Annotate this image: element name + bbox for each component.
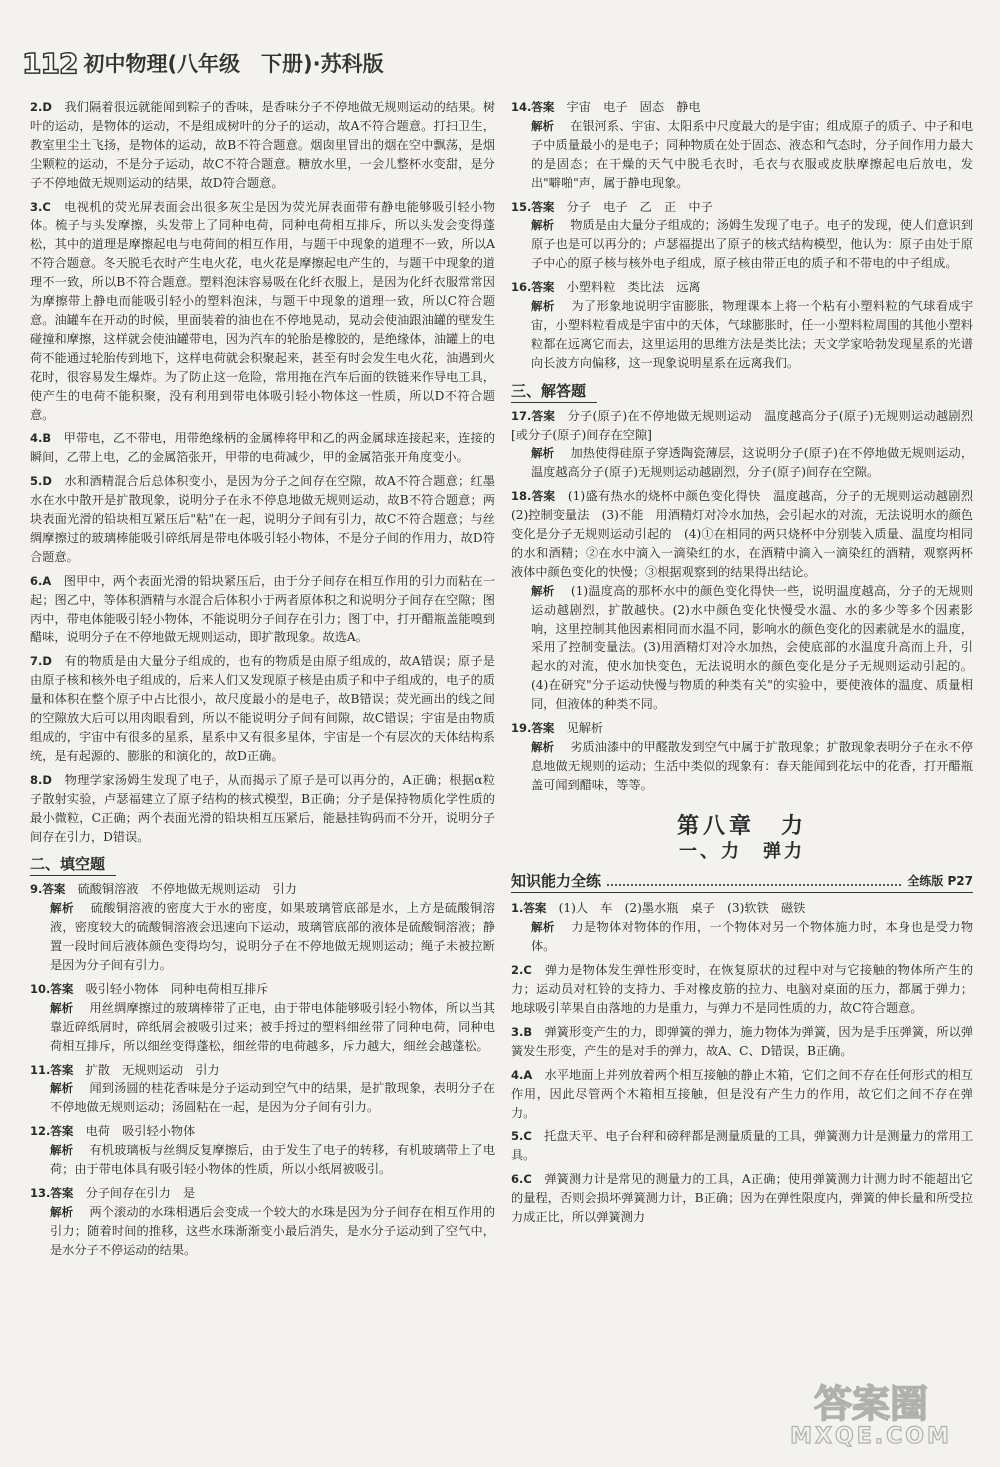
watermark-logo	[766, 1379, 976, 1449]
explanation-text: 力是物体对物体的作用，一个物体对另一个物体施力时，本身也是受力物体。	[531, 920, 974, 954]
item-gap	[511, 373, 973, 378]
explanation-line	[511, 738, 973, 795]
dot-leader	[607, 884, 901, 886]
book-title: 初中物理(八年级 下册)·苏科版	[83, 52, 384, 76]
question-number: 7.D	[30, 654, 52, 669]
question-number: 3.B	[511, 1024, 533, 1039]
explanation-line	[511, 582, 973, 714]
page-header	[22, 44, 384, 82]
knowledge-ref: 全练版 P27	[907, 873, 973, 888]
knowledge-bar	[511, 872, 973, 894]
right-answer-list-b	[511, 407, 986, 800]
right-answer-list-a	[511, 98, 973, 378]
question-text: 托盘天平、电子台秤和磅秤都是测量质量的工具，弹簧测力计是测量力的常用工具。	[511, 1129, 974, 1163]
question-number: 2.C	[511, 963, 532, 978]
question-number: 14.答案	[511, 100, 555, 114]
question-text: 我们隔着很远就能闻到粽子的香味，是香味分子不停地做无规则运动的结果。树叶的运动，是物体的运动，不是组成树叶的分子的运动，故A不符合题意。打扫卫生，教室里尘土飞扬，是物体的运动，故B不符合题意。烟囱里冒出的烟在空中飘荡，是烟尘颗粒的运动，不是分子运动，故C不符合题意。糖放水里，一会儿整杯水变甜，是分子不停地做无规则运动的结果，故D符合题意。	[30, 100, 496, 190]
question-number: 18.答案	[511, 489, 556, 504]
explain-label: 解析	[531, 218, 555, 233]
chapter-title: 第八章 力	[676, 813, 807, 839]
explanation-line	[511, 117, 973, 193]
explain-label: 解析	[531, 299, 555, 314]
answer-text: 分子 电子 乙 正 中子	[566, 199, 713, 214]
explain-label: 解析	[531, 583, 555, 598]
answer-line	[511, 278, 973, 297]
question-number: 12.答案	[30, 1124, 74, 1139]
watermark-main: 答案圈	[813, 1382, 929, 1426]
explain-label: 解析	[50, 1000, 74, 1015]
question-number: 5.C	[511, 1129, 532, 1144]
question-number: 2.D	[30, 100, 52, 114]
left-answer-list-b	[30, 880, 495, 1264]
question-number: 4.B	[30, 431, 52, 446]
answer-text: 扩散 无规则运动 引力	[85, 1062, 220, 1077]
question-text: 弹簧测力计是常见的测量力的工具，A正确；使用弹簧测力计测力时不能超出它的量程，否则会损坏弹簧测力计，B正确；因为在弹性限度内，弹簧的伸长量和所受拉力成正比，所以弹簧测力	[511, 1172, 973, 1225]
answer-text: 分子间存在引力 是	[85, 1185, 196, 1200]
question-text: 图甲中，两个表面光滑的铅块紧压后，由于分子间存在相互作用的引力而粘在一起；图乙中，等体积酒精与水混合后体积小于两者原体积之和说明分子间存在空隙；图丙中，带电体能吸引轻小物体，不能说明分子间存在引力；图丁中，打开醋瓶盖能嗅到醋味，说明分子在不停地做无规则运动，即扩散现象。故选A。	[30, 573, 496, 645]
explain-label: 解析	[50, 1081, 74, 1096]
explanation-text: 劣质油漆中的甲醛散发到空气中属于扩散现象；扩散现象表明分子在永不停息地做无规则的运动；生活中类似的现象有：春天能闻到花坛中的花香，打开醋瓶盖可闻到醋味，等等。	[531, 740, 974, 792]
question-number: 10.答案	[30, 981, 74, 996]
explanation-line	[511, 444, 973, 482]
explanation-line	[511, 918, 973, 956]
item-gap	[511, 795, 973, 800]
question-text: 有的物质是由大量分子组成的，也有的物质是由原子组成的，故A错误；原子是由原子核和核外电子组成的，后来人们又发现原子核是由质子和中子组成的，电子的质量和体积在整个原子中占比很小，故尺度最小的是电子，故B错误；荧光画出的线之间的空隙放大后可以用肉眼看到，所以不能说明分子间有间隙，故C错误；宇宙是由物质组成的，宇宙中有很多的星系，星系中又有很多星体，宇宙是一个有层次的天体结构系统，是有起源的、膨胀的和演化的，故D正确。	[30, 654, 495, 763]
question-text: 电视机的荧光屏表面会出很多灰尘是因为荧光屏表面带有静电能够吸引轻小物体。梳子与头发摩擦，头发带上了同种电荷，同种电荷相互排斥，所以头发会变得蓬松，其中的道理是摩擦起电与电荷间的相互作用，与题干中现象的道理不一致，所以A不符合题意。冬天脱毛衣时产生电火花，电火花是摩擦起电产生的，与题干中现象的道理不一致，所以B不符合题意。塑料泡沫容易吸在化纤衣服上，是因为化纤衣服常常因为摩擦带上静电而能吸引轻小的塑料泡沫，与题干中现象的道理一致，所以C符合题意。油罐车在开动的时候，里面装着的油也在不停地晃动，晃动会使油跟油罐的壁发生碰撞和摩擦，这样就会使油罐带电，因为汽车的轮胎是橡胶的，是绝缘体，油罐上的电荷不能通过轮胎传到地下，这样电荷就会积聚起来，甚至有时会发生电火花，油遇到火花时，很容易发生爆炸。为了防止这一危险，常用拖在汽车后面的铁链来作导电工具，使产生的电荷不能积聚，没有利用到带电体吸引轻小物体这一性质，所以D不符合题意。	[30, 199, 496, 422]
section-fill-title: 二、填空题	[30, 855, 116, 876]
answer-line	[30, 980, 495, 999]
question-number: 19.答案	[511, 721, 555, 736]
answer-text: (1)人 车 (2)墨水瓶 桌子 (3)软铁 磁铁	[558, 901, 806, 916]
explain-label: 解析	[50, 901, 74, 916]
answer-line	[511, 487, 986, 582]
explanation-line	[30, 899, 495, 975]
question-item	[511, 1170, 973, 1227]
explanation-text: 加热使得硅原子穿透陶瓷薄层，这说明分子(原子)在不停地做无规则运动，温度越高分子(原子)无规则运动越剧烈，分子(原子)间存在空隙。	[531, 446, 974, 480]
explanation-line	[511, 297, 973, 373]
explanation-text: 在银河系、宇宙、太阳系中尺度最大的是宇宙；组成原子的质子、中子和电子中质量最小的是电子；同种物质在处于固态、液态和气态时，分子间作用力最大的是固态；在干燥的天气中脱毛衣时，毛衣与衣服或皮肤摩擦起电后放电，发出"噼啪"声，属于静电现象。	[531, 118, 974, 190]
explanation-text: 两个滚动的水珠相遇后会变成一个较大的水珠是因为分子间存在相互作用的引力；随着时间的推移，这些水珠渐渐变小最后消失，是水分子运动到了空气中，是水分子不停运动的结果。	[50, 1204, 496, 1257]
answer-text: (1)盛有热水的烧杯中颜色变化得快 温度越高，分子的无规则运动越剧烈 (2)控制变量法 (3)不能 用酒精灯对冷水加热，会引起水的对流，无法说明水的颜色变化是分子无规则运动引起的 (4)①在相同的两只烧杯中分别装入质量、温度均相同的水和酒精；②在水中滴入一滴染红的水，在酒精中滴入一滴染红的酒精，观察两杯液体中颜色变化的快慢；③根据观察到的结果得出结论。	[511, 489, 986, 579]
question-number: 5.D	[30, 474, 52, 489]
section-solve-title: 三、解答题	[511, 382, 597, 403]
question-text: 弹簧形变产生的力，即弹簧的弹力，施力物体为弹簧，因为是手压弹簧，所以弹簧发生形变，产生的是对手的弹力，故A、C、D错误，B正确。	[511, 1024, 974, 1058]
explanation-text: 物质是由大量分子组成的；汤姆生发现了电子。电子的发现，使人们意识到原子也是可以再分的；卢瑟福提出了原子的核式结构模型，他认为：原子由处于原子中心的原子核与核外电子组成，原子核由带正电的质子和不带电的中子组成。	[531, 218, 974, 271]
answer-line	[30, 880, 495, 899]
left-column	[30, 98, 495, 1265]
question-text: 弹力是物体发生弹性形变时，在恢复原状的过程中对与它接触的物体所产生的力；运动员对杠铃的支持力、手对橡皮筋的拉力、电脑对桌面的压力，都属于弹力；地球吸引苹果自由落地的力是重力，与弹力不是同性质的力，故C符合题意。	[511, 963, 974, 1015]
question-item	[511, 1127, 973, 1165]
explanation-text: 为了形象地说明宇宙膨胀，物理课本上将一个粘有小塑料粒的气球看成宇宙，小塑料粒看成是宇宙中的天体，气球膨胀时，任一小塑料粒周围的其他小塑料粒都在远离它而去，这里运用的思维方法是类比法；天文学家哈勃发现星系的光谱向长波方向偏移，这一现象说明星系在远离我们。	[531, 299, 974, 370]
question-item	[511, 1023, 973, 1061]
question-number: 9.答案	[30, 882, 66, 897]
explanation-line	[30, 1079, 495, 1117]
right-column	[511, 98, 986, 1232]
explain-label: 解析	[531, 446, 555, 461]
question-text: 水平地面上并列放着两个相互接触的静止木箱，它们之间不存在任何形式的相互作用，因此尽管两个木箱相互接触，但是没有产生力的作用，故它们之间不存在弹力。	[511, 1067, 973, 1120]
question-number: 4.A	[511, 1067, 533, 1082]
question-item	[30, 98, 495, 193]
answer-text: 见解析	[566, 721, 604, 736]
question-number: 17.答案	[511, 408, 556, 423]
answer-text: 吸引轻小物体 同种电荷相互排斥	[85, 981, 269, 996]
question-item	[511, 1066, 973, 1123]
explanation-text: (1)温度高的那杯水中的颜色变化得快一些，说明温度越高，分子的无规则运动越剧烈，扩散越快。(2)水中颜色变化快慢受水温、水的多少等多个因素影响，这里控制其他因素相同而水温不同，影响水的颜色变化的因素就是水的温度，采用了控制变量法。(3)用酒精灯对冷水加热，会使底部的水温度升高而上升，引起水的对流，使水加快变色，无法说明水的颜色变化是分子无规则运动引起的。(4)在研究"分子运动快慢与物质的种类有关"的实验中，要使液体的温度、质量相同，但液体的种类不同。	[531, 583, 974, 712]
explain-label: 解析	[531, 740, 555, 754]
explain-label: 解析	[50, 1204, 74, 1219]
answer-text: 小塑料粒 类比法 远离	[566, 280, 701, 295]
explain-label: 解析	[50, 1143, 74, 1158]
page-number: 112	[22, 46, 78, 80]
explanation-line	[30, 999, 495, 1056]
explanation-line	[30, 1203, 495, 1260]
question-item	[30, 771, 495, 847]
explanation-text: 用丝绸摩擦过的玻璃棒带了正电，由于带电体能够吸引轻小物体，所以当其靠近碎纸屑时，碎纸屑会被吸引过来；被手捋过的塑料细丝带了同种电荷，同种电荷相互排斥，所以细丝变得蓬松，细丝带的电荷越多，斥力越大，细丝会越蓬松。	[50, 1000, 496, 1053]
question-number: 16.答案	[511, 280, 555, 295]
question-item	[30, 572, 495, 648]
right-answer-list-c	[511, 899, 973, 1232]
question-text: 甲带电，乙不带电，用带绝缘柄的金属棒将甲和乙的两金属球连接起来，连接的瞬间，乙带上电，乙的金属箔张开，甲带的电荷减少，甲的金属箔张开角度变小。	[30, 431, 496, 465]
explanation-line	[30, 1141, 495, 1179]
question-item	[30, 198, 495, 425]
left-answer-list-a	[30, 98, 495, 851]
question-text: 物理学家汤姆生发现了电子，从而揭示了原子是可以再分的，A正确；根据α粒子散射实验，卢瑟福建立了原子结构的核式模型，B正确；分子是保持物质化学性质的最小微粒，C正确；两个表面光滑的铅块相互压紧后，能悬挂钩码而不分开，说明分子间存在引力，D错误。	[30, 772, 496, 844]
knowledge-title: 知识能力全练	[511, 871, 602, 890]
explanation-text: 有机玻璃板与丝绸反复摩擦后，由于发生了电子的转移，有机玻璃带上了电荷；由于带电体具有吸引轻小物体的性质，所以小纸屑被吸引。	[50, 1143, 496, 1177]
answer-line	[511, 899, 973, 918]
answer-line	[511, 98, 973, 117]
explanation-line	[511, 216, 973, 273]
answer-line	[30, 1122, 495, 1141]
question-number: 1.答案	[511, 901, 547, 916]
question-item	[30, 472, 495, 567]
question-number: 11.答案	[30, 1062, 74, 1077]
question-item	[30, 652, 495, 765]
question-number: 6.A	[30, 573, 52, 588]
question-text: 水和酒精混合后总体积变小，是因为分子之间存在空隙，故A不符合题意；红墨水在水中散开是扩散现象，说明分子在永不停息地做无规则运动，故B不符合题意；两块表面光滑的铅块相互紧压后"粘"在一起，说明分子间有引力，故C不符合题意；与丝绸摩擦过的玻璃棒能吸引碎纸屑是带电体吸引轻小物体，不是分子间的作用力，故D符合题意。	[30, 474, 495, 564]
answer-text: 分子(原子)在不停地做无规则运动 温度越高分子(原子)无规则运动越剧烈[或分子(原子)间存在空隙]	[511, 408, 974, 442]
subchapter-title: 一、力 弹力	[679, 840, 805, 862]
explain-label: 解析	[531, 920, 555, 935]
question-item	[30, 429, 495, 467]
answer-line	[30, 1184, 495, 1203]
explain-label: 解析	[531, 118, 555, 133]
question-item	[511, 961, 973, 1018]
answer-text: 硫酸铜溶液 不停地做无规则运动 引力	[77, 882, 297, 897]
answer-text: 宇宙 电子 固态 静电	[566, 100, 701, 114]
item-gap	[30, 846, 495, 851]
explanation-text: 硫酸铜溶液的密度大于水的密度，如果玻璃管底部是水，上方是硫酸铜溶液，密度较大的硫酸铜溶液会迅速向下运动，玻璃管底部的液体是硫酸铜溶液；静置一段时间后液体颜色变得均匀，说明分子在不停地做无规则运动；绳子未被拉断是因为分子间有引力。	[50, 901, 496, 972]
answer-line	[511, 198, 973, 217]
answer-line	[511, 719, 973, 738]
answer-text: 电荷 吸引轻小物体	[85, 1124, 196, 1139]
question-number: 6.C	[511, 1172, 532, 1187]
item-gap	[30, 1260, 495, 1265]
answer-line	[30, 1061, 495, 1080]
item-gap	[511, 1227, 973, 1232]
question-number: 15.答案	[511, 199, 555, 214]
answer-line	[511, 407, 973, 445]
explanation-text: 闻到汤圆的桂花香味是分子运动到空气中的结果，是扩散现象，表明分子在不停地做无规则运动；汤圆粘在一起，是因为分子间有引力。	[50, 1081, 496, 1115]
question-number: 13.答案	[30, 1185, 74, 1200]
watermark-url: MXQE.COM	[790, 1424, 952, 1449]
question-number: 8.D	[30, 772, 52, 787]
question-number: 3.C	[30, 199, 51, 214]
